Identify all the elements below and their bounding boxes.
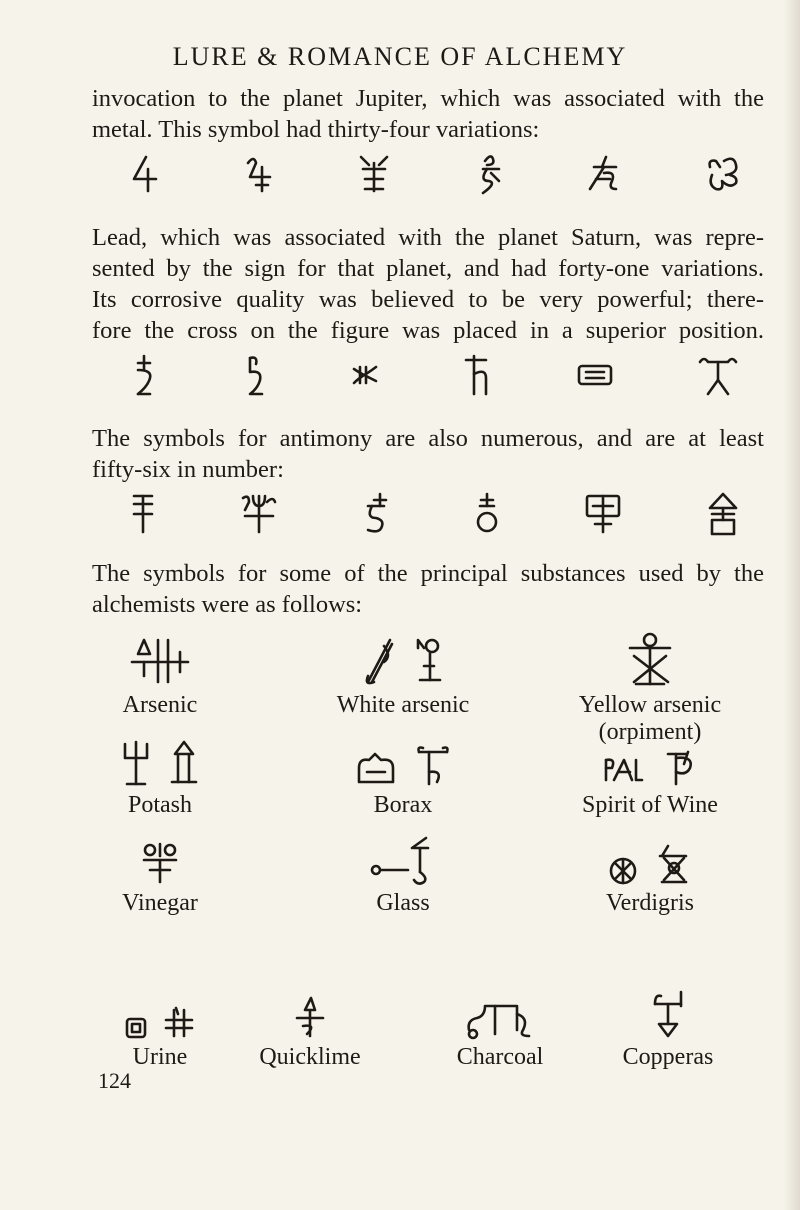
antimony-symbol-1-icon bbox=[130, 492, 156, 534]
vinegar-icon bbox=[140, 840, 180, 886]
substance-arsenic bbox=[40, 628, 280, 719]
text-line: fifty-six in number: bbox=[92, 456, 284, 483]
jupiter-symbols-row bbox=[130, 150, 740, 196]
substance-label: Glass bbox=[376, 890, 430, 916]
substance-label: Urine bbox=[132, 1044, 188, 1070]
glass-icon bbox=[368, 834, 438, 886]
jupiter-symbol-6-icon bbox=[704, 153, 740, 193]
antimony-symbols-row bbox=[130, 490, 740, 536]
substance-label: Spirit of Wine bbox=[582, 792, 718, 818]
jupiter-symbol-3-icon bbox=[357, 153, 391, 193]
substance-label: White arsenic bbox=[336, 692, 470, 718]
paragraph-lead bbox=[92, 222, 764, 346]
substance-verdigris bbox=[530, 826, 770, 917]
antimony-symbol-2-icon bbox=[239, 492, 279, 534]
substance-label-secondary: (orpiment) bbox=[598, 719, 702, 745]
jupiter-symbol-4-icon bbox=[473, 151, 503, 195]
jupiter-symbol-1-icon bbox=[130, 153, 160, 193]
page-number: 124 bbox=[98, 1068, 131, 1093]
text-line: metal. This symbol had thirty-four variations: bbox=[92, 116, 540, 143]
charcoal-icon bbox=[465, 1000, 535, 1040]
jupiter-symbol-5-icon bbox=[586, 153, 622, 193]
saturn-symbol-4-icon bbox=[462, 354, 494, 396]
spirit-of-wine-symbol-2-icon bbox=[664, 748, 698, 788]
spirit-of-wine-symbol-1-icon bbox=[602, 752, 646, 788]
text-line: The symbols for some of the principal substances used by the bbox=[92, 560, 764, 587]
text-line: Its corrosive quality was believed to be very powerful; there- bbox=[92, 286, 764, 313]
verdigris-symbol-1-icon bbox=[608, 856, 638, 886]
paragraph-jupiter bbox=[92, 83, 764, 145]
substance-label: Charcoal bbox=[456, 1044, 544, 1070]
white-arsenic-symbol-1-icon bbox=[362, 636, 396, 688]
substance-borax bbox=[283, 728, 523, 819]
running-header: LURE & ROMANCE OF ALCHEMY bbox=[172, 42, 628, 71]
jupiter-symbol-2-icon bbox=[242, 153, 274, 193]
substance-label: Verdigris bbox=[606, 890, 694, 916]
borax-symbol-2-icon bbox=[415, 744, 451, 788]
saturn-symbol-5-icon bbox=[576, 363, 614, 387]
quicklime-icon bbox=[293, 994, 327, 1040]
saturn-symbol-6-icon bbox=[696, 354, 740, 396]
substance-label: Potash bbox=[127, 792, 192, 818]
saturn-symbol-3-icon bbox=[350, 363, 380, 387]
saturn-symbols-row bbox=[130, 352, 740, 398]
text-line: alchemists were as follows: bbox=[92, 591, 363, 618]
substance-spirit-of-wine bbox=[530, 728, 770, 819]
saturn-symbol-2-icon bbox=[240, 354, 268, 396]
paragraph-substances bbox=[92, 558, 764, 620]
text-line: fore the cross on the figure was placed in a superior position. bbox=[92, 317, 764, 344]
potash-symbol-2-icon bbox=[169, 738, 199, 788]
text-line: invocation to the planet Jupiter, which was associated with the bbox=[92, 85, 764, 112]
white-arsenic-symbol-2-icon bbox=[414, 636, 444, 688]
copperas-icon bbox=[651, 988, 685, 1040]
substance-vinegar bbox=[40, 826, 280, 917]
verdigris-symbol-2-icon bbox=[656, 842, 692, 886]
arsenic-icon bbox=[128, 636, 192, 688]
substance-label: Copperas bbox=[622, 1044, 714, 1070]
potash-symbol-1-icon bbox=[121, 738, 151, 788]
substance-copperas bbox=[548, 990, 788, 1071]
borax-symbol-1-icon bbox=[355, 748, 397, 788]
text-line: sented by the sign for that planet, and had forty-one variations. bbox=[92, 255, 764, 282]
antimony-symbol-4-icon bbox=[474, 492, 500, 534]
antimony-symbol-6-icon bbox=[706, 490, 740, 536]
urine-symbol-1-icon bbox=[124, 1016, 148, 1040]
yellow-arsenic-icon bbox=[624, 632, 676, 688]
substance-glass bbox=[283, 826, 523, 917]
substance-potash bbox=[40, 728, 280, 819]
saturn-symbol-1-icon bbox=[130, 354, 158, 396]
text-line: The symbols for antimony are also numerous, and are at least bbox=[92, 425, 764, 452]
substance-label: Vinegar bbox=[122, 890, 198, 916]
antimony-symbol-3-icon bbox=[362, 492, 390, 534]
text-line: Lead, which was associated with the planet Saturn, was repre- bbox=[92, 224, 764, 251]
substance-white-arsenic bbox=[283, 628, 523, 719]
paragraph-antimony bbox=[92, 423, 764, 485]
substance-label: Arsenic bbox=[122, 692, 198, 718]
substance-label: Quicklime bbox=[259, 1044, 361, 1070]
antimony-symbol-5-icon bbox=[583, 492, 623, 534]
substance-label: Yellow arsenic bbox=[578, 692, 722, 718]
substance-label: Borax bbox=[373, 792, 433, 818]
